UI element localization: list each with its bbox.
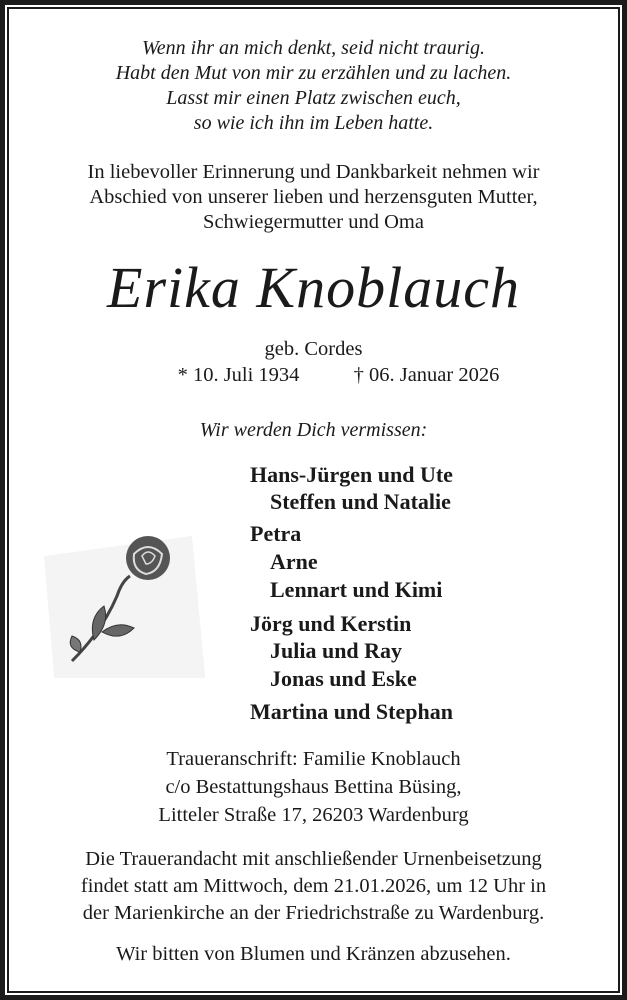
address-line: Traueranschrift: Familie Knoblauch [166, 748, 461, 770]
family-member: Jörg und Kerstin [250, 611, 412, 636]
family-member: Steffen und Natalie [270, 489, 451, 514]
deceased-name: Erika Knoblauch [107, 255, 520, 320]
intro-line: Schwiegermutter und Oma [203, 211, 424, 233]
service-line: der Marienkirche an der Friedrichstraße zu Wardenburg. [82, 902, 545, 924]
service-line: findet statt am Mittwoch, dem 21.01.2026, um 12 Uhr in [80, 875, 547, 897]
miss-line: Wir werden Dich vermissen: [199, 419, 428, 441]
rose-icon [42, 536, 206, 678]
birth-date: * 10. Juli 1934 [177, 364, 300, 386]
poem-line: Habt den Mut von mir zu erzählen und zu lachen. [115, 62, 512, 84]
service-line: Die Trauerandacht mit anschließender Urnenbeisetzung [85, 848, 542, 870]
intro-line: In liebevoller Erinnerung und Dankbarkeit nehmen wir [87, 161, 540, 183]
family-member: Petra [250, 521, 302, 546]
poem-line: Wenn ihr an mich denkt, seid nicht traurig. [141, 37, 486, 59]
closing-line: Wir bitten von Blumen und Kränzen abzusehen. [116, 943, 511, 965]
death-date: † 06. Januar 2026 [353, 364, 500, 386]
family-member: Julia und Ray [270, 638, 403, 663]
birth-name: geb. Cordes [264, 338, 363, 360]
poem-line: Lasst mir einen Platz zwischen euch, [166, 87, 461, 109]
address-line: c/o Bestattungshaus Bettina Büsing, [165, 776, 462, 798]
family-member: Hans-Jürgen und Ute [250, 462, 453, 487]
address-line: Litteler Straße 17, 26203 Wardenburg [158, 804, 469, 826]
intro-line: Abschied von unserer lieben und herzensguten Mutter, [89, 186, 538, 208]
family-member: Lennart und Kimi [270, 577, 443, 602]
family-member: Arne [270, 549, 318, 574]
family-member: Jonas und Eske [270, 666, 417, 691]
poem-line: so wie ich ihn im Leben hatte. [193, 112, 434, 134]
family-member: Martina und Stephan [250, 699, 453, 724]
